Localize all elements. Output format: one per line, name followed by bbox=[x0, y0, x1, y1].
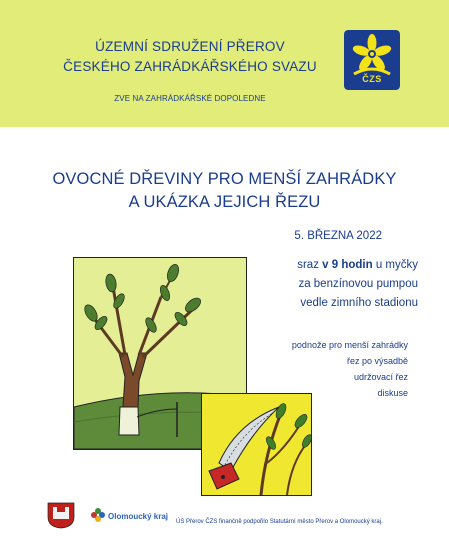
meeting-line-1 bbox=[230, 256, 418, 274]
event-title-line-1: OVOCNÉ DŘEVINY PRO MENŠÍ ZAHRÁDKY bbox=[52, 170, 397, 188]
event-title-line-2: A UKÁZKA JEJICH ŘEZU bbox=[128, 193, 321, 211]
program-item: řez po výsadbě bbox=[346, 356, 408, 366]
meeting-line-2: za benzínovou pumpou bbox=[298, 278, 418, 290]
footer-funding-note: ÚS Přerov ČZS finančně podpořilo Statutární město Přerov a Olomoucký kraj. bbox=[176, 519, 383, 525]
meeting-suffix: u myčky bbox=[372, 259, 418, 271]
organization-line-2: ČESKÉHO ZAHRÁDKÁŘSKÉHO SVAZU bbox=[63, 59, 317, 74]
logo-label: ČZS bbox=[362, 74, 382, 84]
olomoucky-kraj-flower-icon bbox=[90, 507, 106, 523]
program-item: diskuse bbox=[377, 388, 408, 398]
meeting-prefix: sraz bbox=[297, 259, 323, 271]
olomoucky-kraj-label: Olomoucký kraj bbox=[108, 512, 169, 521]
prerov-coat-of-arms-icon bbox=[44, 501, 78, 529]
header-banner bbox=[0, 0, 449, 127]
event-date: 5. BŘEZNA 2022 bbox=[294, 230, 382, 242]
program-item: udržovací řez bbox=[353, 372, 408, 382]
meeting-time: v 9 hodin bbox=[322, 259, 373, 271]
organization-line-1: ÚZEMNÍ SDRUŽENÍ PŘEROV bbox=[95, 39, 285, 54]
pruning-saw-illustration-icon bbox=[201, 393, 312, 496]
invite-line: ZVE NA ZAHRÁDKÁŘSKÉ DOPOLEDNE bbox=[114, 94, 266, 103]
meeting-line-3: vedle zimního stadionu bbox=[300, 297, 418, 309]
program-item: podnože pro menší zahrádky bbox=[291, 340, 408, 350]
olomoucky-kraj-logo bbox=[90, 507, 176, 527]
